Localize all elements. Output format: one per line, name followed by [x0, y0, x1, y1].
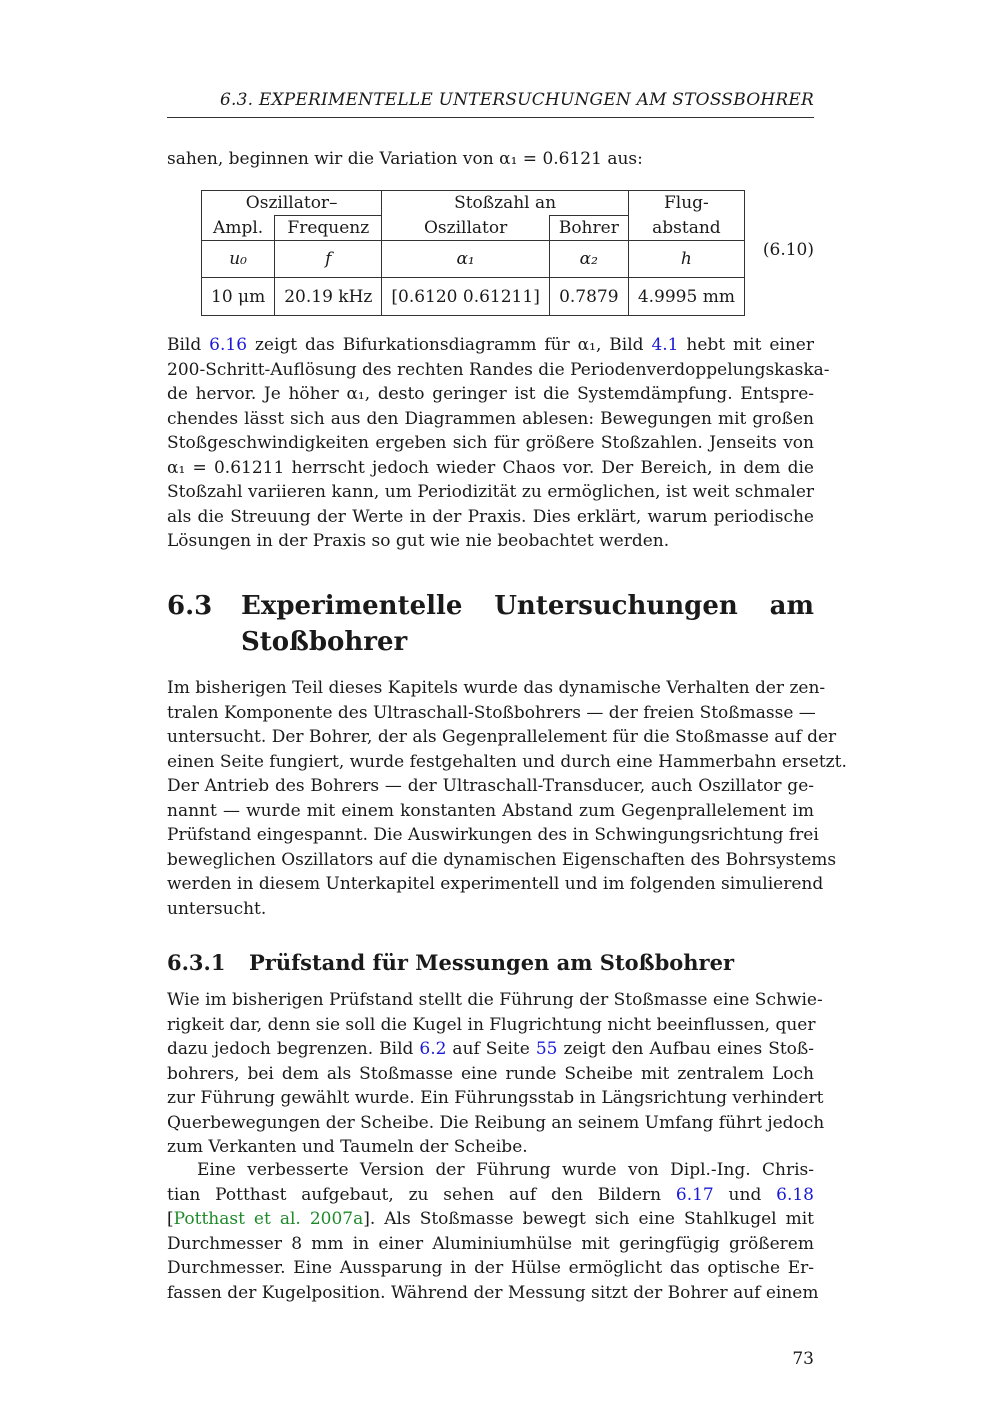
table-symbol-cell: h: [628, 241, 744, 278]
table-group-oszillator: Oszillator–: [202, 191, 382, 216]
text-line: α₁ = 0.61211 herrscht jedoch wieder Chaos vor. Der Bereich, in dem die: [167, 457, 814, 478]
text-line: fassen der Kugelposition. Während der Messung sitzt der Bohrer auf einem: [167, 1282, 819, 1303]
text-line: bohrers, bei dem als Stoßmasse eine runde Scheibe mit zentralem Loch: [167, 1063, 814, 1084]
text-line: Durchmesser 8 mm in einer Aluminiumhülse mit geringfügig größerem: [167, 1233, 814, 1254]
table-value-cell: 4.9995 mm: [628, 278, 744, 316]
text-line: tian Potthast aufgebaut, zu sehen auf den Bildern 6.17 und 6.18: [167, 1184, 814, 1205]
intro-paragraph: [167, 147, 814, 172]
text-line: de hervor. Je höher α₁, desto geringer ist die Systemdämpfung. Entspre-: [167, 384, 814, 404]
table-header-cell: Frequenz: [275, 216, 382, 241]
figure-ref-link[interactable]: 6.16: [209, 335, 248, 355]
paragraph-bifurcation: [167, 333, 830, 554]
text-line: Stoßzahl variieren kann, um Periodizität zu ermöglichen, ist weit schmaler: [167, 482, 814, 502]
text-line: dazu jedoch begrenzen. Bild 6.2 auf Seite 55 zeigt den Aufbau eines Stoß-: [167, 1039, 815, 1059]
text-line: Der Antrieb des Bohrers — der Ultraschall-Transducer, auch Oszillator ge-: [167, 776, 814, 796]
table-group-stosszahl: Stoßzahl an: [382, 191, 628, 216]
header-rule: [167, 117, 814, 118]
text-line: chendes lässt sich aus den Diagrammen ablesen: Bewegungen mit großen: [167, 408, 814, 429]
figure-ref-link[interactable]: 6.17: [675, 1184, 714, 1205]
text-line: Im bisherigen Teil dieses Kapitels wurde das dynamische Verhalten der zen-: [167, 678, 826, 698]
text-line: 200-Schritt-Auflösung des rechten Randes die Periodenverdoppelungskaska-: [167, 359, 830, 380]
text-line: Durchmesser. Eine Aussparung in der Hülse ermöglicht das optische Er-: [167, 1258, 814, 1278]
section-number: 6.3: [167, 591, 213, 621]
table-symbol-cell: α₂: [549, 241, 628, 278]
table-value-cell: 10 μm: [202, 278, 275, 316]
table-header-cell: Oszillator: [382, 216, 549, 241]
intro-line: sahen, beginnen wir die Variation von α₁ = 0.6121 aus:: [167, 149, 643, 169]
parameter-table: [201, 190, 745, 316]
text-line: Stoßgeschwindigkeiten ergeben sich für größere Stoßzahlen. Jenseits von: [167, 433, 814, 453]
section-title-line: Experimentelle Untersuchungen am: [241, 591, 814, 621]
text-line: einen Seite fungiert, wurde festgehalten und durch eine Hammerbahn ersetzt.: [167, 751, 847, 772]
figure-ref-link[interactable]: 6.2: [419, 1039, 447, 1059]
text-line: nannt — wurde mit einem konstanten Abstand zum Gegenprallelement im: [167, 800, 814, 821]
text-line: zum Verkanten und Taumeln der Scheibe.: [167, 1137, 528, 1157]
text-line: zur Führung gewählt wurde. Ein Führungsstab in Längsrichtung verhindert: [167, 1088, 824, 1108]
text-line: Eine verbesserte Version der Führung wurde von Dipl.-Ing. Chris-: [197, 1160, 814, 1180]
page: [167, 0, 847, 1415]
text-line: Prüfstand eingespannt. Die Auswirkungen des in Schwingungsrichtung frei: [167, 825, 819, 845]
paragraph-section-intro: [167, 676, 847, 921]
table-value-cell: [0.6120 0.61211]: [382, 278, 549, 316]
table-header-cell: Ampl.: [202, 216, 275, 241]
table-header-cell: Bohrer: [549, 216, 628, 241]
figure-ref-link[interactable]: 6.18: [776, 1184, 814, 1205]
table-value-row: [202, 278, 745, 316]
paragraph-improved-guide: [167, 1158, 819, 1305]
table-header-cell: abstand: [628, 216, 744, 241]
table-group-flug: Flug-: [628, 191, 744, 216]
text-line: Bild 6.16 zeigt das Bifurkationsdiagramm für α₁, Bild 4.1 hebt mit einer: [167, 335, 814, 355]
page-number: 73: [792, 1349, 814, 1369]
equation-number: (6.10): [762, 240, 814, 260]
table-header-row: [202, 216, 745, 241]
citation-link[interactable]: Potthast et al. 2007a: [173, 1209, 364, 1229]
figure-ref-link[interactable]: 4.1: [651, 335, 679, 355]
subsection-title: Prüfstand für Messungen am Stoßbohrer: [249, 950, 735, 975]
text-line: untersucht.: [167, 898, 267, 919]
text-line: beweglichen Oszillators auf die dynamischen Eigenschaften des Bohrsystems: [167, 849, 837, 870]
text-line: als die Streuung der Werte in der Praxis. Dies erklärt, warum periodische: [167, 506, 814, 527]
paragraph-test-bench: [167, 988, 825, 1160]
text-line: Wie im bisherigen Prüfstand stellt die Führung der Stoßmasse eine Schwie-: [167, 990, 823, 1010]
table-symbol-cell: f: [275, 241, 382, 278]
table-value-cell: 0.7879: [549, 278, 628, 316]
table-value-cell: 20.19 kHz: [275, 278, 382, 316]
text-line: rigkeit dar, denn sie soll die Kugel in Flugrichtung nicht beeinflussen, quer: [167, 1014, 816, 1035]
text-line: [Potthast et al. 2007a]. Als Stoßmasse bewegt sich eine Stahlkugel mit: [167, 1209, 814, 1229]
section-title-line: Stoßbohrer: [241, 627, 408, 657]
table-group-header-row: [202, 191, 745, 216]
text-line: tralen Komponente des Ultraschall-Stoßbohrers — der freien Stoßmasse —: [167, 702, 816, 723]
page-ref-link[interactable]: 55: [535, 1039, 558, 1059]
table-symbol-cell: α₁: [382, 241, 549, 278]
text-line: untersucht. Der Bohrer, der als Gegenprallelement für die Stoßmasse auf der: [167, 727, 837, 747]
text-line: Lösungen in der Praxis so gut wie nie beobachtet werden.: [167, 531, 670, 551]
text-line: Querbewegungen der Scheibe. Die Reibung an seinem Umfang führt jedoch: [167, 1112, 825, 1133]
subsection-number: 6.3.1: [167, 950, 226, 975]
table-symbol-row: [202, 241, 745, 278]
running-head: 6.3. EXPERIMENTELLE UNTERSUCHUNGEN AM STOSSBOHRER: [220, 90, 814, 110]
table-symbol-cell: u₀: [202, 241, 275, 278]
text-line: werden in diesem Unterkapitel experimentell und im folgenden simulierend: [167, 874, 824, 894]
